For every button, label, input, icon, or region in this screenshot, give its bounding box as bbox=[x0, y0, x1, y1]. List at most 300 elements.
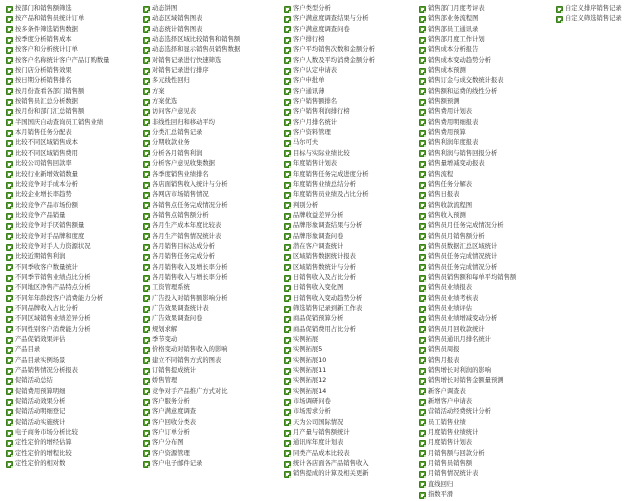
excel-file-icon bbox=[6, 254, 13, 261]
excel-file-icon bbox=[419, 409, 426, 416]
excel-file-icon bbox=[419, 150, 426, 157]
file-item[interactable] bbox=[6, 232, 109, 242]
file-item[interactable] bbox=[284, 159, 375, 169]
file-item-label: 销售成本变动趋势分析 bbox=[428, 56, 491, 64]
excel-file-icon bbox=[419, 450, 426, 457]
excel-file-icon bbox=[6, 16, 13, 23]
excel-file-icon bbox=[419, 368, 426, 375]
file-item[interactable] bbox=[6, 190, 109, 200]
excel-file-icon bbox=[143, 99, 150, 106]
file-item[interactable] bbox=[284, 56, 375, 66]
file-item-label: 新客户调查表 bbox=[428, 387, 466, 395]
file-item[interactable] bbox=[284, 387, 375, 397]
file-item[interactable] bbox=[284, 242, 375, 252]
file-item-label: 比较竞争产品市场份额 bbox=[15, 201, 78, 209]
file-item[interactable] bbox=[6, 418, 109, 428]
file-item[interactable] bbox=[284, 407, 375, 417]
excel-file-icon bbox=[6, 399, 13, 406]
file-item-label: 商品促销费用占比分析 bbox=[293, 325, 356, 333]
file-item[interactable] bbox=[419, 56, 516, 66]
file-item[interactable] bbox=[284, 449, 375, 459]
file-item[interactable] bbox=[6, 159, 109, 169]
file-item[interactable] bbox=[419, 107, 516, 117]
file-item[interactable] bbox=[419, 273, 516, 283]
excel-file-icon bbox=[6, 68, 13, 75]
file-item[interactable] bbox=[419, 159, 516, 169]
file-item[interactable] bbox=[143, 107, 240, 117]
file-item-label: 客户销售利润排行榜 bbox=[293, 108, 350, 116]
file-item[interactable] bbox=[419, 294, 516, 304]
excel-file-icon bbox=[143, 295, 150, 302]
file-item[interactable] bbox=[284, 107, 375, 117]
excel-file-icon bbox=[284, 285, 291, 292]
file-item[interactable] bbox=[143, 263, 240, 273]
file-item[interactable] bbox=[6, 180, 109, 190]
excel-file-icon bbox=[284, 388, 291, 395]
file-item[interactable] bbox=[143, 314, 240, 324]
excel-file-icon bbox=[284, 254, 291, 261]
file-item-label: 分析各月销售利润 bbox=[152, 149, 203, 157]
file-item-label: 潜在客户调查统计 bbox=[293, 242, 344, 250]
file-item-label: 销售员数据汇总区域统计 bbox=[428, 242, 498, 250]
file-item[interactable] bbox=[284, 263, 375, 273]
file-item-label: 客户认定申请表 bbox=[293, 67, 338, 75]
file-item[interactable] bbox=[284, 325, 375, 335]
file-item-label: 动态区域销售图表 bbox=[152, 15, 203, 23]
file-item[interactable] bbox=[6, 201, 109, 211]
file-item[interactable] bbox=[419, 97, 516, 107]
file-item[interactable] bbox=[284, 366, 375, 376]
file-item-label: 各销售点任务完成情况分析 bbox=[152, 201, 228, 209]
excel-file-icon bbox=[143, 450, 150, 457]
file-item[interactable] bbox=[419, 490, 516, 500]
file-item[interactable] bbox=[419, 221, 516, 231]
file-item[interactable] bbox=[143, 252, 240, 262]
file-item-label: 各月销售目标达成分析 bbox=[152, 242, 215, 250]
file-item[interactable] bbox=[419, 335, 516, 345]
file-item[interactable] bbox=[6, 397, 109, 407]
file-item[interactable] bbox=[419, 325, 516, 335]
file-item[interactable] bbox=[419, 170, 516, 180]
file-item[interactable] bbox=[419, 438, 516, 448]
file-item-label: 定性定价的增经估算 bbox=[15, 439, 72, 447]
file-item[interactable] bbox=[6, 97, 109, 107]
file-item[interactable] bbox=[284, 66, 375, 76]
file-item[interactable] bbox=[6, 345, 109, 355]
file-item[interactable] bbox=[6, 407, 109, 417]
file-item[interactable] bbox=[6, 356, 109, 366]
file-item[interactable] bbox=[143, 180, 240, 190]
file-item[interactable] bbox=[143, 283, 240, 293]
file-item-label: 不同季收客户数量统计 bbox=[15, 263, 78, 271]
file-item[interactable] bbox=[6, 211, 109, 221]
excel-file-icon bbox=[284, 316, 291, 323]
file-item[interactable] bbox=[556, 4, 622, 14]
file-item[interactable] bbox=[419, 366, 516, 376]
file-item[interactable] bbox=[284, 118, 375, 128]
file-item-label: 不同地区净售产品特点分析 bbox=[15, 284, 91, 292]
file-item[interactable] bbox=[284, 304, 375, 314]
file-item[interactable] bbox=[284, 283, 375, 293]
excel-file-icon bbox=[143, 409, 150, 416]
file-item[interactable] bbox=[284, 314, 375, 324]
file-item-label: 广告投入对销售额影响分析 bbox=[152, 294, 228, 302]
file-item[interactable] bbox=[143, 428, 240, 438]
file-item-label: 客户电子邮件记录 bbox=[152, 460, 203, 468]
file-item[interactable] bbox=[143, 449, 240, 459]
file-item[interactable] bbox=[284, 149, 375, 159]
excel-file-icon bbox=[419, 492, 426, 499]
file-item-label: 定性定价的增程比较 bbox=[15, 449, 72, 457]
file-item[interactable] bbox=[6, 45, 109, 55]
file-item[interactable] bbox=[143, 294, 240, 304]
excel-file-icon bbox=[419, 57, 426, 64]
file-item[interactable] bbox=[284, 180, 375, 190]
file-item[interactable] bbox=[284, 345, 375, 355]
file-item[interactable] bbox=[6, 387, 109, 397]
file-item[interactable] bbox=[6, 107, 109, 117]
file-item[interactable] bbox=[6, 263, 109, 273]
file-item[interactable] bbox=[419, 201, 516, 211]
file-item-label: 客户平均销售次数和金额分析 bbox=[293, 46, 375, 54]
file-item[interactable] bbox=[284, 335, 375, 345]
file-item[interactable] bbox=[6, 335, 109, 345]
file-item[interactable] bbox=[419, 66, 516, 76]
file-item[interactable] bbox=[284, 294, 375, 304]
file-item[interactable] bbox=[143, 325, 240, 335]
file-item-label: 促销活动明细登记 bbox=[15, 408, 66, 416]
excel-file-icon bbox=[556, 16, 563, 23]
file-item-label: 订销售提成统计 bbox=[152, 367, 197, 375]
file-item[interactable] bbox=[6, 25, 109, 35]
file-item[interactable] bbox=[6, 35, 109, 45]
excel-file-icon bbox=[6, 171, 13, 178]
file-item[interactable] bbox=[419, 376, 516, 386]
file-item[interactable] bbox=[284, 232, 375, 242]
file-item[interactable] bbox=[419, 428, 516, 438]
file-item[interactable] bbox=[143, 35, 240, 45]
file-item[interactable] bbox=[143, 242, 240, 252]
file-item-label: 销售成本预测 bbox=[428, 67, 466, 75]
file-item[interactable] bbox=[143, 97, 240, 107]
file-item[interactable] bbox=[419, 4, 516, 14]
file-item-label: 销售员通讯月排名统计 bbox=[428, 336, 491, 343]
file-item[interactable] bbox=[6, 325, 109, 335]
file-item[interactable] bbox=[143, 159, 240, 169]
file-item[interactable] bbox=[284, 252, 375, 262]
file-item-label: 非线性回归和移动平均 bbox=[152, 118, 215, 126]
file-item[interactable] bbox=[143, 149, 240, 159]
file-item[interactable] bbox=[143, 376, 240, 386]
file-item[interactable] bbox=[284, 438, 375, 448]
excel-file-icon bbox=[419, 213, 426, 220]
excel-file-icon bbox=[419, 182, 426, 189]
file-item-label: 客户资源管理 bbox=[152, 449, 190, 457]
file-item-label: 分析客户意见收集数据 bbox=[152, 160, 215, 168]
excel-file-icon bbox=[284, 109, 291, 116]
file-item[interactable] bbox=[6, 304, 109, 314]
file-item[interactable] bbox=[143, 418, 240, 428]
file-item-label: 促销活动效果分析 bbox=[15, 398, 66, 406]
file-item[interactable] bbox=[6, 314, 109, 324]
excel-file-icon bbox=[419, 233, 426, 240]
file-item[interactable] bbox=[6, 76, 109, 86]
excel-file-icon bbox=[6, 119, 13, 126]
file-item[interactable] bbox=[143, 459, 240, 469]
file-item[interactable] bbox=[143, 190, 240, 200]
excel-file-icon bbox=[143, 37, 150, 44]
file-item[interactable] bbox=[284, 376, 375, 386]
file-item[interactable] bbox=[284, 35, 375, 45]
excel-file-icon bbox=[419, 130, 426, 137]
file-item[interactable] bbox=[143, 304, 240, 314]
file-item[interactable] bbox=[419, 356, 516, 366]
file-item[interactable] bbox=[143, 397, 240, 407]
file-item[interactable] bbox=[143, 56, 240, 66]
file-item-label: 客户销售额排名 bbox=[293, 98, 338, 106]
excel-file-icon bbox=[419, 88, 426, 95]
excel-file-icon bbox=[284, 119, 291, 126]
excel-file-icon bbox=[419, 264, 426, 271]
file-item[interactable] bbox=[284, 397, 375, 407]
file-item[interactable] bbox=[419, 480, 516, 490]
file-item[interactable] bbox=[6, 14, 109, 24]
file-item-label: 通讯库年度计划表 bbox=[293, 439, 344, 447]
file-item[interactable] bbox=[6, 438, 109, 448]
file-item-label: 品牌形象调查问卷 bbox=[293, 232, 344, 240]
file-item[interactable] bbox=[284, 45, 375, 55]
file-item[interactable] bbox=[143, 345, 240, 355]
file-item[interactable] bbox=[143, 118, 240, 128]
file-item[interactable] bbox=[419, 232, 516, 242]
file-item[interactable] bbox=[284, 14, 375, 24]
file-item[interactable] bbox=[419, 242, 516, 252]
file-item[interactable] bbox=[556, 14, 622, 24]
file-item-label: 客户申批单 bbox=[293, 77, 325, 85]
file-item[interactable] bbox=[6, 128, 109, 138]
file-item[interactable] bbox=[419, 190, 516, 200]
file-item[interactable] bbox=[143, 76, 240, 86]
file-item[interactable] bbox=[419, 314, 516, 324]
file-item[interactable] bbox=[419, 128, 516, 138]
excel-file-icon bbox=[143, 244, 150, 251]
excel-file-icon bbox=[6, 357, 13, 364]
file-item[interactable] bbox=[419, 118, 516, 128]
excel-file-icon bbox=[419, 471, 426, 478]
file-item-label: 销售提成的计算及相关更新 bbox=[293, 470, 369, 478]
file-item[interactable] bbox=[6, 242, 109, 252]
file-item[interactable] bbox=[143, 128, 240, 138]
file-item[interactable] bbox=[6, 4, 109, 14]
file-item-label: 按多条件筛选销售数据 bbox=[15, 25, 78, 33]
file-item[interactable] bbox=[419, 180, 516, 190]
file-item[interactable] bbox=[419, 25, 516, 35]
excel-file-icon bbox=[419, 47, 426, 54]
file-item[interactable] bbox=[284, 221, 375, 231]
file-item[interactable] bbox=[6, 221, 109, 231]
file-item-label: 直线回归 bbox=[428, 480, 454, 488]
file-item-label: 客户满意度调查结果与分析 bbox=[293, 15, 369, 23]
file-item[interactable] bbox=[419, 407, 516, 417]
file-item[interactable] bbox=[143, 366, 240, 376]
file-item[interactable] bbox=[6, 428, 109, 438]
file-item[interactable] bbox=[284, 128, 375, 138]
excel-file-icon bbox=[6, 306, 13, 313]
file-item[interactable] bbox=[284, 459, 375, 469]
file-item-label: 各月生产成本年度比较表 bbox=[152, 222, 222, 230]
file-item[interactable] bbox=[143, 170, 240, 180]
file-item[interactable] bbox=[419, 211, 516, 221]
file-item[interactable] bbox=[419, 459, 516, 469]
file-item[interactable] bbox=[419, 449, 516, 459]
excel-file-icon bbox=[419, 399, 426, 406]
file-item[interactable] bbox=[419, 304, 516, 314]
file-item-label: 销售订金与成交数统计报表 bbox=[428, 77, 504, 85]
file-item-label: 分类汇总销售记录 bbox=[152, 129, 203, 137]
excel-file-icon bbox=[284, 450, 291, 457]
file-item-label: 销售员月销售额分析 bbox=[428, 232, 485, 240]
file-item[interactable] bbox=[143, 201, 240, 211]
file-item-label: 筛选销售记录到新工作表 bbox=[293, 304, 363, 312]
file-item[interactable] bbox=[419, 263, 516, 273]
file-item[interactable] bbox=[419, 252, 516, 262]
file-item-label: 营销活动经费统计分析 bbox=[428, 408, 491, 416]
file-item-label: 销售费用计划表 bbox=[428, 108, 473, 116]
file-item[interactable] bbox=[284, 469, 375, 479]
file-item[interactable] bbox=[284, 4, 375, 14]
file-item-label: 方案 bbox=[152, 87, 165, 95]
file-item[interactable] bbox=[143, 14, 240, 24]
file-item[interactable] bbox=[284, 356, 375, 366]
file-item[interactable] bbox=[6, 87, 109, 97]
file-item[interactable] bbox=[6, 376, 109, 386]
file-item-label: 销售员月回收款统计 bbox=[428, 325, 485, 333]
file-item[interactable] bbox=[419, 469, 516, 479]
excel-file-icon bbox=[284, 409, 291, 416]
file-item[interactable] bbox=[284, 170, 375, 180]
file-item[interactable] bbox=[284, 76, 375, 86]
file-item-label: 按销售员汇总分析数据 bbox=[15, 98, 78, 106]
file-item[interactable] bbox=[143, 66, 240, 76]
excel-file-icon bbox=[143, 171, 150, 178]
file-item[interactable] bbox=[143, 4, 240, 14]
excel-file-icon bbox=[143, 306, 150, 313]
file-item[interactable] bbox=[6, 118, 109, 128]
file-item[interactable] bbox=[284, 428, 375, 438]
excel-file-icon bbox=[419, 99, 426, 106]
excel-file-icon bbox=[143, 388, 150, 395]
file-item[interactable] bbox=[6, 283, 109, 293]
file-item[interactable] bbox=[419, 149, 516, 159]
file-item[interactable] bbox=[284, 25, 375, 35]
file-item[interactable] bbox=[419, 418, 516, 428]
excel-file-icon bbox=[6, 378, 13, 385]
file-item[interactable] bbox=[284, 211, 375, 221]
excel-file-icon bbox=[143, 202, 150, 209]
file-item[interactable] bbox=[6, 449, 109, 459]
file-item[interactable] bbox=[6, 294, 109, 304]
file-item-label: 实例拓展 bbox=[293, 336, 319, 343]
file-item[interactable] bbox=[6, 273, 109, 283]
excel-file-icon bbox=[143, 6, 150, 13]
file-item[interactable] bbox=[419, 283, 516, 293]
file-item[interactable] bbox=[284, 201, 375, 211]
file-item[interactable] bbox=[6, 66, 109, 76]
excel-file-icon bbox=[284, 399, 291, 406]
file-item-label: 销售收入预测 bbox=[428, 211, 466, 219]
file-item[interactable] bbox=[419, 138, 516, 148]
file-column bbox=[284, 4, 375, 480]
excel-file-icon bbox=[6, 419, 13, 426]
excel-file-icon bbox=[284, 57, 291, 64]
file-column bbox=[143, 4, 240, 469]
file-item-label: 规划求解 bbox=[152, 325, 178, 333]
file-item[interactable] bbox=[143, 335, 240, 345]
file-item[interactable] bbox=[6, 252, 109, 262]
file-item[interactable] bbox=[284, 138, 375, 148]
file-item[interactable] bbox=[419, 87, 516, 97]
excel-file-icon bbox=[419, 378, 426, 385]
file-item[interactable] bbox=[143, 87, 240, 97]
file-item-label: 工资管理系统 bbox=[152, 284, 190, 292]
file-item[interactable] bbox=[143, 356, 240, 366]
excel-file-icon bbox=[143, 223, 150, 230]
file-item[interactable] bbox=[284, 190, 375, 200]
file-item[interactable] bbox=[284, 418, 375, 428]
file-item[interactable] bbox=[143, 232, 240, 242]
file-item-label: 年度销售任务完成进度分析 bbox=[293, 170, 369, 178]
file-item[interactable] bbox=[143, 138, 240, 148]
file-item[interactable] bbox=[143, 221, 240, 231]
file-item[interactable] bbox=[284, 87, 375, 97]
excel-file-icon bbox=[6, 233, 13, 240]
file-item-label: 各月销售收入与增长率分析 bbox=[152, 273, 228, 281]
file-item[interactable] bbox=[6, 366, 109, 376]
file-item[interactable] bbox=[143, 438, 240, 448]
excel-file-icon bbox=[284, 430, 291, 437]
file-item[interactable] bbox=[6, 459, 109, 469]
file-item[interactable] bbox=[6, 170, 109, 180]
file-item[interactable] bbox=[143, 25, 240, 35]
file-item[interactable] bbox=[143, 211, 240, 221]
file-item[interactable] bbox=[143, 45, 240, 55]
excel-file-icon bbox=[284, 161, 291, 168]
file-item[interactable] bbox=[6, 56, 109, 66]
file-item-label: 月产量与销售额统计 bbox=[293, 429, 350, 437]
file-item[interactable] bbox=[419, 345, 516, 355]
file-item-label: 销售利润年度报表 bbox=[428, 139, 479, 147]
file-item[interactable] bbox=[6, 138, 109, 148]
excel-file-icon bbox=[143, 461, 150, 468]
file-item-label: 销售流程 bbox=[428, 170, 454, 178]
file-item-label: 区域销售数统计与分析 bbox=[293, 263, 356, 271]
file-item[interactable] bbox=[143, 387, 240, 397]
file-item[interactable] bbox=[6, 149, 109, 159]
file-item[interactable] bbox=[143, 407, 240, 417]
file-item[interactable] bbox=[419, 14, 516, 24]
file-item[interactable] bbox=[284, 273, 375, 283]
file-item[interactable] bbox=[143, 273, 240, 283]
file-item[interactable] bbox=[419, 397, 516, 407]
file-item[interactable] bbox=[284, 97, 375, 107]
file-item-label: 建立不同销售方式的图表 bbox=[152, 356, 222, 364]
file-item[interactable] bbox=[419, 45, 516, 55]
file-item-label: 各季度销售业绩排名 bbox=[152, 170, 209, 178]
file-item[interactable] bbox=[419, 35, 516, 45]
file-item[interactable] bbox=[419, 76, 516, 86]
file-item-label: 年度销售计划表 bbox=[293, 160, 338, 168]
file-item[interactable] bbox=[419, 387, 516, 397]
